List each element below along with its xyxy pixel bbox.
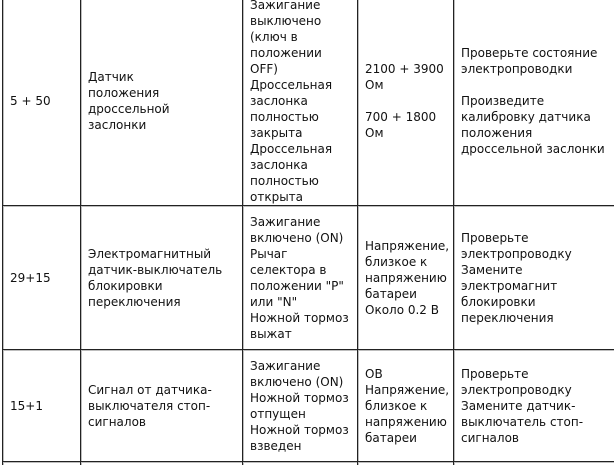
action-text: Проверьте электропроводку Замените датчик- выключатель стоп- сигналов bbox=[461, 366, 584, 445]
table-row bbox=[2, 0, 614, 206]
action-cell bbox=[454, 0, 614, 206]
value-text: Напряжение, близкое к напряжению батареи Около 0.2 В bbox=[365, 238, 450, 317]
value-cell bbox=[358, 350, 454, 462]
value-cell bbox=[358, 0, 454, 206]
signal-text: Сигнал от датчика- выключателя стоп- сигналов bbox=[88, 382, 212, 429]
value-text: ОВ Напряжение, близкое к напряжению батареи bbox=[365, 366, 450, 445]
action-text-check: Проверьте состояние электропроводки bbox=[461, 46, 598, 76]
pins-cell bbox=[2, 206, 81, 350]
action-text: Проверьте электропроводку Замените электромагнит блокировки переключения bbox=[461, 230, 572, 325]
pins-cell bbox=[2, 350, 81, 462]
diagnostic-table bbox=[2, 0, 614, 465]
signal-text: Электромагнитный датчик-выключатель блокировки переключения bbox=[88, 246, 223, 309]
value-cell bbox=[358, 206, 454, 350]
pins-text: 15+1 bbox=[10, 398, 43, 413]
condition-cell bbox=[243, 350, 358, 462]
action-cell bbox=[454, 206, 614, 350]
value-text-open: 700 + 1800 Ом bbox=[365, 110, 437, 140]
signal-text: Датчик положения дроссельной заслонки bbox=[88, 70, 170, 132]
signal-cell bbox=[81, 350, 243, 462]
condition-text: Зажигание включено (ON) Ножной тормоз отпущен Ножной тормоз взведен bbox=[250, 358, 349, 453]
table-row bbox=[2, 350, 614, 462]
action-cell bbox=[454, 350, 614, 462]
condition-text: Зажигание выключено (ключ в положении OFF) Дроссельная заслонка полностью закрыта Дроссельная заслонка полностью открыта bbox=[250, 0, 333, 204]
value-text-closed: 2100 + 3900 Ом bbox=[365, 62, 444, 92]
condition-cell bbox=[243, 0, 358, 206]
table-row bbox=[2, 206, 614, 350]
pins-cell bbox=[2, 0, 81, 206]
condition-cell bbox=[243, 206, 358, 350]
condition-text: Зажигание включено (ON) Рычаг селектора в положении "Р" или "N" Ножной тормоз выжат bbox=[250, 214, 349, 341]
signal-cell bbox=[81, 206, 243, 350]
action-text-calibrate: Произведите калибровку датчика положения дроссельной заслонки bbox=[461, 94, 605, 156]
signal-cell bbox=[81, 0, 243, 206]
pins-text: 5 + 50 bbox=[10, 94, 51, 108]
pins-text: 29+15 bbox=[10, 270, 51, 285]
